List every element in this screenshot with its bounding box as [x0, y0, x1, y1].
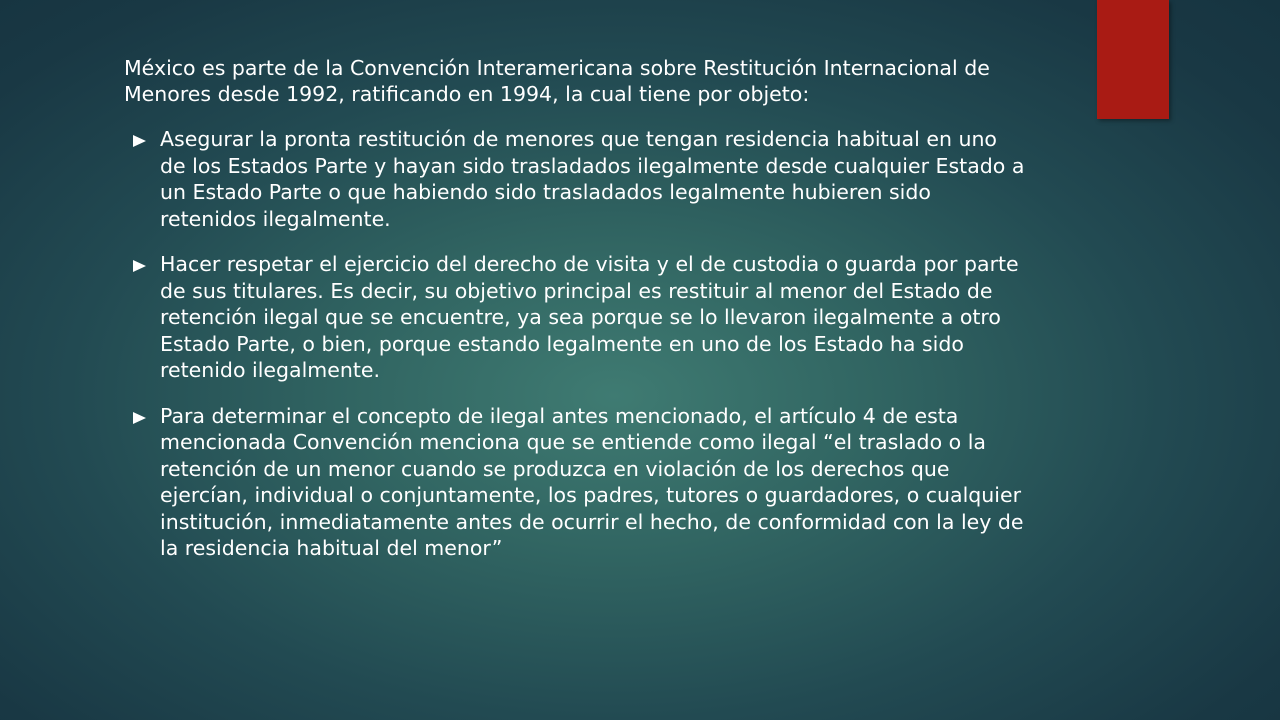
bullet-item-illegal-definition	[124, 403, 1029, 562]
bullet-text: Para determinar el concepto de ilegal antes mencionado, el artículo 4 de esta mencionada Convención menciona que se entiende como ilegal “el traslado o la retención de un menor cuando se produzca en violación de los derechos que ejercían, individual o conjuntamente, los padres, tutores o guardadores, o cualquier institución, inmediatamente antes de ocurrir el hecho, de conformidad con la ley de la residencia habitual del menor”	[160, 403, 1024, 560]
triangle-bullet-icon	[133, 412, 146, 424]
triangle-bullet-icon	[133, 135, 146, 147]
intro-paragraph: México es parte de la Convención Interamericana sobre Restitución Internacional de Menores desde 1992, ratificando en 1994, la cual tiene por objeto:	[124, 56, 990, 106]
accent-bar	[1097, 0, 1169, 119]
bullet-text: Hacer respetar el ejercicio del derecho de visita y el de custodia o guarda por parte de sus titulares. Es decir, su objetivo principal es restituir al menor del Estado de retención ilegal que se encuentre, ya sea porque se lo llevaron ilegalmente a otro Estado Parte, o bien, porque estando legalmente en uno de los Estado ha sido retenido ilegalmente.	[160, 252, 1019, 382]
bullet-list	[124, 126, 1029, 562]
bullet-item-restitution	[124, 126, 1029, 232]
slide-content	[124, 55, 1029, 562]
bullet-text: Asegurar la pronta restitución de menores que tengan residencia habitual en uno de los Estados Parte y hayan sido trasladados ilegalmente desde cualquier Estado a un Estado Parte o que habiendo sido trasladados legalmente hubieren sido retenidos ilegalmente.	[160, 127, 1025, 231]
bullet-item-custody	[124, 251, 1029, 384]
triangle-bullet-icon	[133, 260, 146, 272]
